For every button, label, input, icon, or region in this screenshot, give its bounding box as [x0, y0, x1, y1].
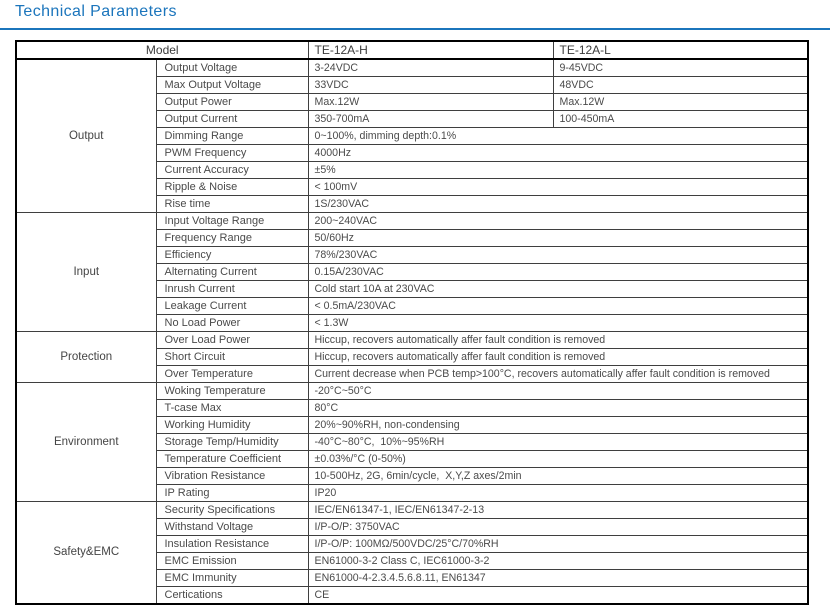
param-cell: Output Voltage: [156, 59, 308, 77]
param-cell: Over Load Power: [156, 332, 308, 349]
param-cell: No Load Power: [156, 315, 308, 332]
value-cell: 50/60Hz: [308, 230, 808, 247]
value-cell: 350-700mA: [308, 111, 553, 128]
param-cell: Current Accuracy: [156, 162, 308, 179]
model-header-cell: Model: [16, 41, 308, 59]
value-cell: 10-500Hz, 2G, 6min/cycle, X,Y,Z axes/2min: [308, 468, 808, 485]
param-cell: IP Rating: [156, 485, 308, 502]
value-cell: EN61000-3-2 Class C, IEC61000-3-2: [308, 553, 808, 570]
param-cell: Certications: [156, 587, 308, 605]
value-cell: < 100mV: [308, 179, 808, 196]
section-label-input: Input: [16, 213, 156, 332]
page-title: Technical Parameters: [15, 3, 177, 20]
value-cell: ±5%: [308, 162, 808, 179]
param-cell: Over Temperature: [156, 366, 308, 383]
spec-table: [15, 40, 809, 605]
param-cell: Max Output Voltage: [156, 77, 308, 94]
spec-table-body: [16, 41, 808, 604]
value-cell: 0~100%, dimming depth:0.1%: [308, 128, 808, 145]
param-cell: PWM Frequency: [156, 145, 308, 162]
param-cell: Withstand Voltage: [156, 519, 308, 536]
value-cell: 48VDC: [553, 77, 808, 94]
param-cell: Dimming Range: [156, 128, 308, 145]
value-cell: 20%~90%RH, non-condensing: [308, 417, 808, 434]
section-label-safety-emc: Safety&EMC: [16, 502, 156, 605]
value-cell: 100-450mA: [553, 111, 808, 128]
table-row: [16, 332, 808, 349]
value-cell: 9-45VDC: [553, 59, 808, 77]
param-cell: Rise time: [156, 196, 308, 213]
value-cell: -20°C~50°C: [308, 383, 808, 400]
table-header-row: [16, 41, 808, 59]
value-cell: 1S/230VAC: [308, 196, 808, 213]
param-cell: Woking Temperature: [156, 383, 308, 400]
section-label-protection: Protection: [16, 332, 156, 383]
value-cell: Hiccup, recovers automatically affer fault condition is removed: [308, 349, 808, 366]
value-cell: Cold start 10A at 230VAC: [308, 281, 808, 298]
value-cell: 80°C: [308, 400, 808, 417]
value-cell: ±0.03%/°C (0-50%): [308, 451, 808, 468]
section-label-environment: Environment: [16, 383, 156, 502]
model-name-te12ah: TE-12A-H: [308, 41, 553, 59]
table-row: [16, 502, 808, 519]
value-cell: 4000Hz: [308, 145, 808, 162]
value-cell: 3-24VDC: [308, 59, 553, 77]
value-cell: I/P-O/P: 3750VAC: [308, 519, 808, 536]
value-cell: -40°C~80°C, 10%~95%RH: [308, 434, 808, 451]
value-cell: Hiccup, recovers automatically affer fault condition is removed: [308, 332, 808, 349]
value-cell: EN61000-4-2.3.4.5.6.8.11, EN61347: [308, 570, 808, 587]
param-cell: Storage Temp/Humidity: [156, 434, 308, 451]
param-cell: EMC Emission: [156, 553, 308, 570]
param-cell: Inrush Current: [156, 281, 308, 298]
param-cell: T-case Max: [156, 400, 308, 417]
param-cell: Vibration Resistance: [156, 468, 308, 485]
model-name-te12al: TE-12A-L: [553, 41, 808, 59]
param-cell: Alternating Current: [156, 264, 308, 281]
param-cell: Efficiency: [156, 247, 308, 264]
param-cell: Frequency Range: [156, 230, 308, 247]
param-cell: Insulation Resistance: [156, 536, 308, 553]
param-cell: Working Humidity: [156, 417, 308, 434]
value-cell: Max.12W: [553, 94, 808, 111]
value-cell: 0.15A/230VAC: [308, 264, 808, 281]
value-cell: < 1.3W: [308, 315, 808, 332]
param-cell: Output Current: [156, 111, 308, 128]
table-row: [16, 383, 808, 400]
value-cell: 200~240VAC: [308, 213, 808, 230]
param-cell: Input Voltage Range: [156, 213, 308, 230]
value-cell: IP20: [308, 485, 808, 502]
value-cell: CE: [308, 587, 808, 605]
value-cell: I/P-O/P: 100MΩ/500VDC/25°C/70%RH: [308, 536, 808, 553]
value-cell: IEC/EN61347-1, IEC/EN61347-2-13: [308, 502, 808, 519]
value-cell: Max.12W: [308, 94, 553, 111]
value-cell: Current decrease when PCB temp>100°C, recovers automatically affer fault condition is removed: [308, 366, 808, 383]
param-cell: Security Specifications: [156, 502, 308, 519]
param-cell: EMC Immunity: [156, 570, 308, 587]
section-label-output: Output: [16, 59, 156, 213]
value-cell: < 0.5mA/230VAC: [308, 298, 808, 315]
param-cell: Leakage Current: [156, 298, 308, 315]
value-cell: 78%/230VAC: [308, 247, 808, 264]
title-underline: [0, 28, 830, 30]
param-cell: Ripple & Noise: [156, 179, 308, 196]
value-cell: 33VDC: [308, 77, 553, 94]
table-row: [16, 213, 808, 230]
param-cell: Short Circuit: [156, 349, 308, 366]
table-row: [16, 59, 808, 77]
param-cell: Output Power: [156, 94, 308, 111]
param-cell: Temperature Coefficient: [156, 451, 308, 468]
